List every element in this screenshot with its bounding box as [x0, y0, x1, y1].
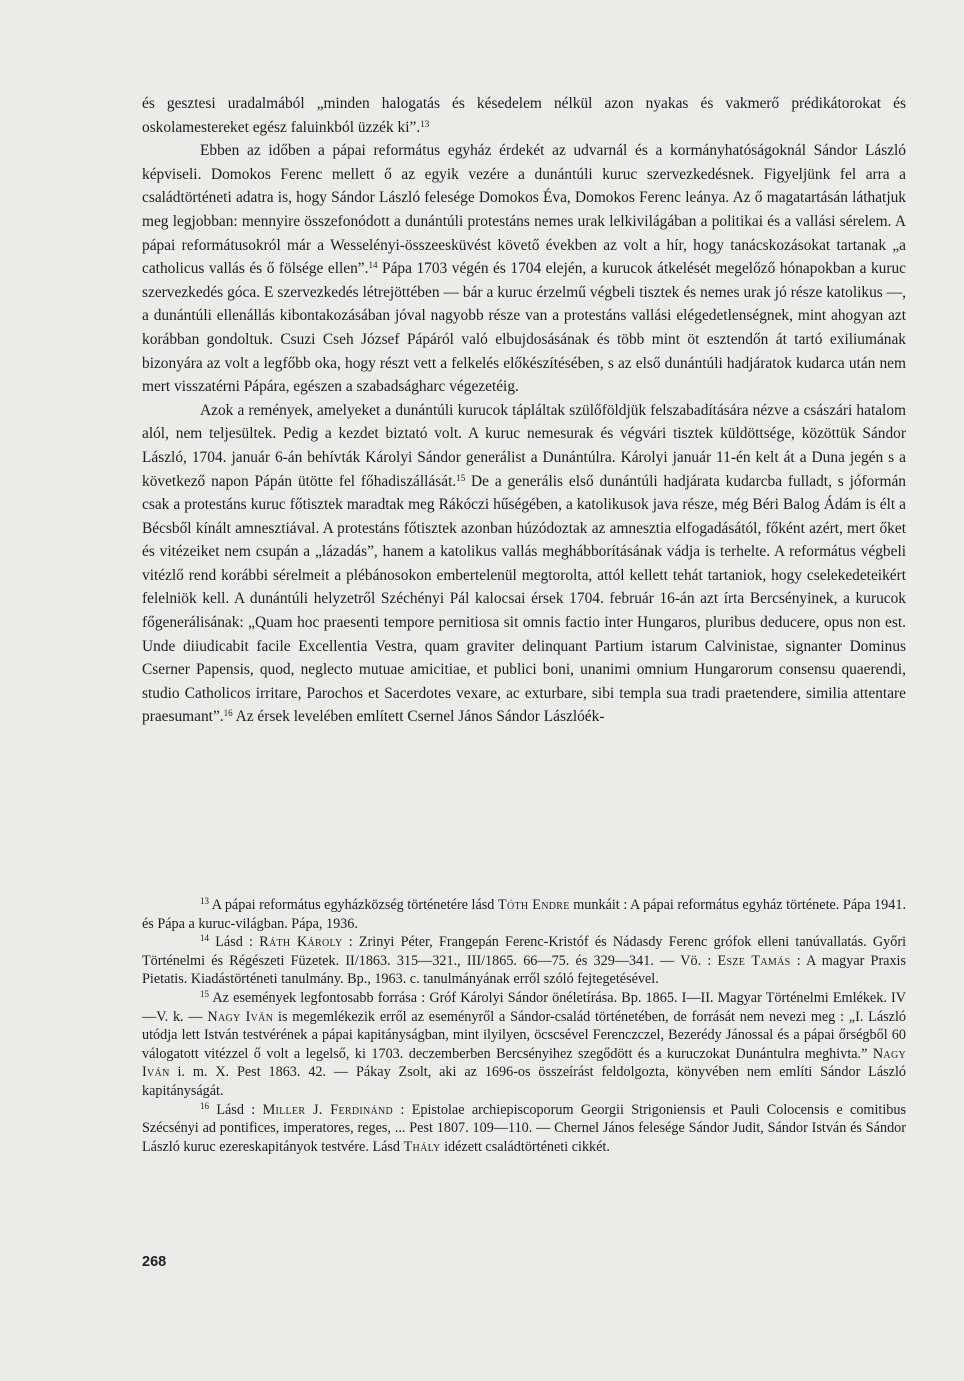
- paragraph-text: Azok a remények, amelyeket a dunántúli kurucok tápláltak szülőföldjük felszabadítására nézve a császári hatalom alól, nem teljesültek. Pedig a kezdet biztató volt. A kuruc nemesurak és végvári tisztek küldöttsége, közöttük Sándor László, 1704. január 6-án behívták Károlyi Sándor generálist a Dunántúlra. Károlyi január 11-én kelt át a Duna jegén s a következő napon Pápán ütötte fel főhadiszállását.: [142, 401, 906, 490]
- footnote-marker: 14: [368, 260, 378, 271]
- footnote-number: 13: [200, 896, 209, 906]
- footnote-13: [142, 896, 906, 933]
- main-text: [142, 92, 906, 729]
- author-name: Thály: [403, 1138, 441, 1155]
- page-number: 268: [142, 1254, 167, 1270]
- footnote-text: Lásd :: [215, 934, 253, 951]
- footnote-16: [142, 1101, 906, 1157]
- paragraph: Ebben az időben a pápai református egyház érdekét az udvarnál és a kormányhatóságoknál Sándor László képviseli. Domokos Ferenc mellett ő az egyik vezére a dunántúli kuruc szervezkedésnek. Figyeljünk fel arra a családtörténeti adatra is, hogy Sándor László felesége Domokos Éva, Domokos Ferenc leánya. Az ő magatartásán láthatjuk meg legjobban: mennyire összefonódott a dunántúli protestáns nemes urak lelkivilágában a politikai és a vallási sérelem. A pápai reformátusokról már a Wesselényi-összeesküvést követő években az volt a hír, hogy tanácskozásokat tartanak „a catholicus vallás és ő fölsége ellen”.$^{14}$ Pápa 1703 végén és 1704 elején, a kurucok átkelését megelőző hónapokban a kuruc szervezkedés góca. E szervezkedés létrejöttében — bár a kuruc érzelmű végbeli tisztek és nemes urak jó része katolikus —, a dunántúli ellenállás kibontakozásában jóval nagyobb része van a protestáns vallási elégedetlenségnek, mint ahogyan azt korábban gondoltuk. Csuzi Cseh József Pápáról való elbujdosásának és több mint öt esztendőn át tartó exiliumának bizonyára az volt a legfőbb oka, hogy részt vett a felkelés előkészítésében, s az első dunántúli hadjáratok kudarca után nem mert visszatérni Pápára, egészen a szabadságharc végezetéig.: [142, 142, 906, 396]
- footnote-text: i. m. X. Pest 1863. 42. — Pákay Zsolt, aki az 1696-os összeírást feldolgozta, könyvében nem említi Sándor László kapitányságát.: [142, 1064, 906, 1099]
- footnote-text: A pápai református egyházközség történetére lásd: [211, 897, 495, 913]
- footnote-number: 15: [200, 988, 209, 999]
- footnote-marker: 16: [223, 708, 233, 719]
- author-name: Miller J. Ferdinánd: [262, 1101, 394, 1118]
- paragraph-text: és gesztesi uradalmából „minden halogatás és késedelem nélkül azon nyakas és vakmerő prédikátorokat és oskolamestereket egész faluinkból üzzék ki”.: [142, 95, 906, 136]
- footnotes: [142, 896, 906, 1156]
- footnote-marker: 13: [420, 118, 430, 129]
- footnote-text: is megemlékezik erről az eseményről a Sándor-család történetében, de forrását nem nevezi meg : „I. László utódja lett István testvérének a pápai kapitányságban, mint ilyilyen, öcscsével Ferenczczel, Bezerédy Jánossal és a pápai őrségből 60 válogatott vitézzel ő volt a legelső, ki 1703. deczemberben Bercsényihez szegődött és a kuruczokat Dunántulra meghivta.”: [142, 1008, 906, 1062]
- author-name: Nagy Iván: [207, 1008, 274, 1025]
- footnote-text: Az események legfontosabb forrása : Gróf Károlyi Sándor önéletírása. Bp. 1865. I—II. Magyar Történelmi Emlékek. IV—V. k. —: [142, 989, 906, 1025]
- author-name: Tóth Endre: [497, 897, 570, 913]
- footnote-text: : Epistolae archiepiscoporum Georgii Strigoniensis et Pauli Colocensis e comitibus Szécsényi ad pontifices, imperatores, reges, ... Pest 1807. 109—110. — Chernel János felesége Sándor Judit, Sándor István és Sándor László kuruc ezereskapitányok testvére. Lásd: [142, 1101, 906, 1155]
- footnote-14: [142, 933, 906, 989]
- author-name: Esze Tamás: [717, 952, 791, 969]
- footnote-15: [142, 989, 906, 1101]
- author-name: Nagy Iván: [142, 1045, 907, 1081]
- paragraph: [142, 92, 906, 139]
- paragraph-text: De a generális első dunántúli hadjárata kudarcba fulladt, s jóformán csak a protestáns kuruc főtisztek maradtak meg Rákóczi hűségében, a katolikusok java része, még Béri Balog Ádám is élt a Bécsből kínált amnesztiával. A protestáns főtisztek azonban húzódoztak az amnesztia elfogadásától, főként azért, mert őket és vitézeiket nem csupán a „lázadás”, hanem a katolikus vallás meghábborításának vádja is terhelte. A református végbeli vitézlő rend korábbi sérelmeit a plébánosokon embertelenül megtorolta, attól kellett tehát tartaniok, hogy cselekedeteikért felelniök kell. A dunántúli helyzetről Széchényi Pál kalocsai érsek 1704. február 16-án azt írta Bercsényinek, a kurucok főgenerálisának: „Quam hoc praesenti tempore pernitiosa sit omnis factio inter Hungaros, pluribus deducere, opus non est. Unde diiudicabit facile Excellentia Vestra, quam graviter delinquant Partium istarum Calvinistae, signanter Dominus Cserner Papensis, quod, neglecto mutuae amicitiae, et publici boni, unanimi omnium Hungarorum consensu quaerendi, studio Catholicos irritare, Parochos et Sacerdotes vexare, ac exturbare, sibi templa sua tradi praetendere, similia attentare praesumant”.: [142, 472, 906, 726]
- footnote-text: idézett családtörténeti cikkét.: [444, 1138, 610, 1155]
- footnote-text: : A magyar Praxis Pietatis. Kiadástörténeti tanulmány. Bp., 1963. c. tanulmányának erről szóló fejtegetésével.: [142, 952, 907, 988]
- paragraph-text: Ebben az időben a pápai református egyház érdekét az udvarnál és a kormányhatóságoknál Sándor László képviseli. Domokos Ferenc mellett ő az egyik vezére a dunántúli kuruc szervezkedésnek. Figyeljünk fel arra a családtörténeti adatra is, hogy Sándor László felesége Domokos Éva, Domokos Ferenc leánya. Az ő magatartásán láthatjuk meg legjobban: mennyire összefonódott a dunántúli protestáns nemes urak lelkivilágában a politikai és a vallási sérelem. A pápai reformátusokról már a Wesselényi-összeesküvést követő években az volt a hír, hogy tanácskozásokat tartanak „a catholicus vallás és ő fölsége ellen”.: [142, 142, 906, 278]
- footnote-text: Lásd :: [216, 1101, 256, 1118]
- footnote-marker: 15: [456, 472, 466, 483]
- footnote-text: : Zrinyi Péter, Frangepán Ferenc-Kristóf és Nádasdy Ferenc grófok elleni tanúvallatás. Győri Történelmi és Régészeti Füzetek. II/1863. 315—321., III/1865. 66—75. és 329—341. — Vö. :: [142, 934, 907, 969]
- footnote-text: munkáit : A pápai református egyház története. Pápa 1941. és Pápa a kuruc-világban. Pápa, 1936.: [142, 897, 907, 932]
- paragraph: [142, 399, 906, 729]
- author-name: Ráth Károly: [259, 934, 343, 951]
- paragraph-text: Az érsek levelében említett Csernel János Sándor Lászlóék-: [235, 708, 605, 726]
- footnote-number: 14: [200, 933, 209, 944]
- paragraph-text: 1703 végén és 1704 elején, a kurucok átkelését megelőző hónapokban a kuruc szervezkedés góca. E szervezkedés létrejöttében — bár a kuruc érzelmű végbeli tisztek és nemes urak jó része katolikus —, a dunántúli ellenállás kibontakozásában jóval nagyobb része van a protestáns vallási elégedetlenségnek, mint ahogyan azt korábban gondoltuk. Csuzi Cseh József Pápáról való elbujdosásának és több mint öt esztendőn át tartó exiliumának bizonyára az volt a legfőbb oka, hogy részt vett a felkelés előkészítésében, s az első dunántúli hadjáratok kudarca után nem mert visszatérni Pápára, egészen a szabadságharc végezetéig.: [142, 260, 906, 396]
- footnote-number: 16: [200, 1100, 209, 1111]
